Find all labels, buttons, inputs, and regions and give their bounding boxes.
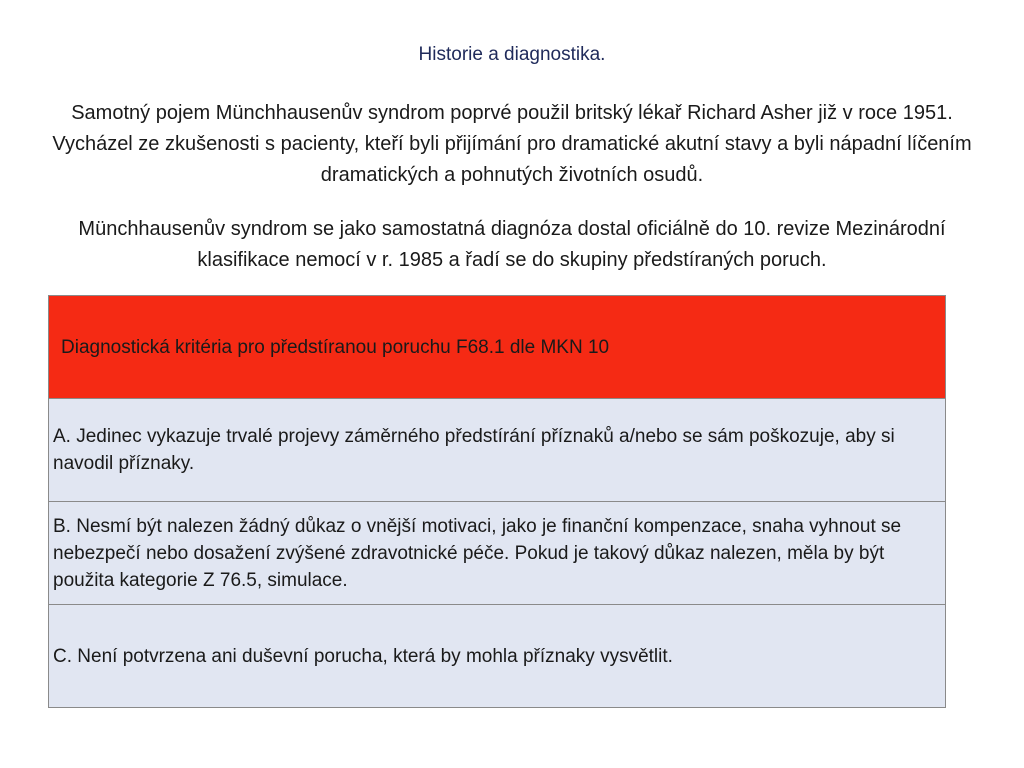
intro-paragraph-classification: Münchhausenův syndrom se jako samostatná diagnóza dostal oficiálně do 10. revize Mezinárodní klasifikace nemocí v r. 1985 a řadí se do skupiny předstíraných poruch.	[78, 218, 946, 271]
diagnostic-criteria-table	[48, 295, 946, 708]
criteria-row-a	[49, 399, 946, 502]
criterion-a: A. Jedinec vykazuje trvalé projevy záměrného předstírání příznaků a/nebo se sám poškozuje, aby si navodil příznaky.	[49, 399, 946, 502]
criteria-row-b	[49, 502, 946, 605]
slide-title: Historie a diagnostika.	[418, 44, 606, 65]
criterion-c: C. Není potvrzena ani duševní porucha, která by mohla příznaky vysvětlit.	[49, 605, 946, 708]
criteria-row-c	[49, 605, 946, 708]
criteria-table-header: Diagnostická kritéria pro předstíranou poruchu F68.1 dle MKN 10	[49, 296, 946, 399]
intro-paragraph-history: Samotný pojem Münchhausenův syndrom poprvé použil britský lékař Richard Asher již v roce 1951. Vycházel ze zkušenosti s pacienty, kteří byli přijímání pro dramatické akutní stavy a byli nápadní líčením dramatických a pohnutých životních osudů.	[52, 102, 972, 186]
criterion-b: B. Nesmí být nalezen žádný důkaz o vnější motivaci, jako je finanční kompenzace, snaha vyhnout se nebezpečí nebo dosažení zvýšené zdravotnické péče. Pokud je takový důkaz nalezen, měla by být použita kategorie Z 76.5, simulace.	[49, 502, 946, 605]
criteria-table-header-row	[49, 296, 946, 399]
